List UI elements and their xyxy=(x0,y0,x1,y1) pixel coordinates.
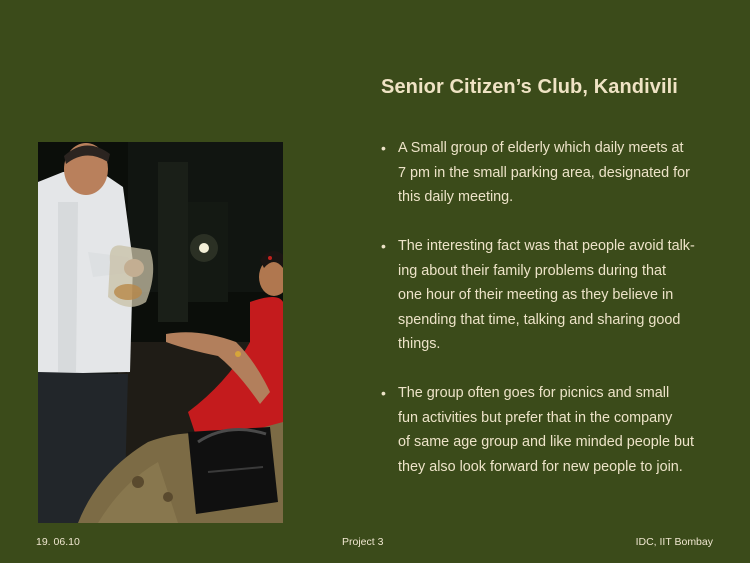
footer-date: 19. 06.10 xyxy=(36,536,80,548)
bullet-item xyxy=(381,234,721,357)
bullet-item xyxy=(381,381,721,479)
bullet-text: The group often goes for picnics and small fun activities but prefer that in the company of same age group and like minded people but they also look forward for new people to join. xyxy=(398,385,695,475)
footer-project: Project 3 xyxy=(342,536,384,548)
slide-title: Senior Citizen’s Club, Kandivili xyxy=(381,76,678,98)
bullet-list xyxy=(381,136,721,504)
meeting-photo xyxy=(38,142,283,523)
bullet-item xyxy=(381,136,721,210)
bullet-dot-icon: • xyxy=(381,140,386,156)
bullet-dot-icon: • xyxy=(381,238,386,254)
bullet-text: The interesting fact was that people avoid talk- ing about their family problems during that one hour of their meeting as they believe in spending that time, talking and sharing good things. xyxy=(398,238,695,352)
bullet-dot-icon: • xyxy=(381,385,386,401)
footer-org: IDC, IIT Bombay xyxy=(635,536,713,548)
bullet-text: A Small group of elderly which daily meets at 7 pm in the small parking area, designated for this daily meeting. xyxy=(398,140,690,205)
